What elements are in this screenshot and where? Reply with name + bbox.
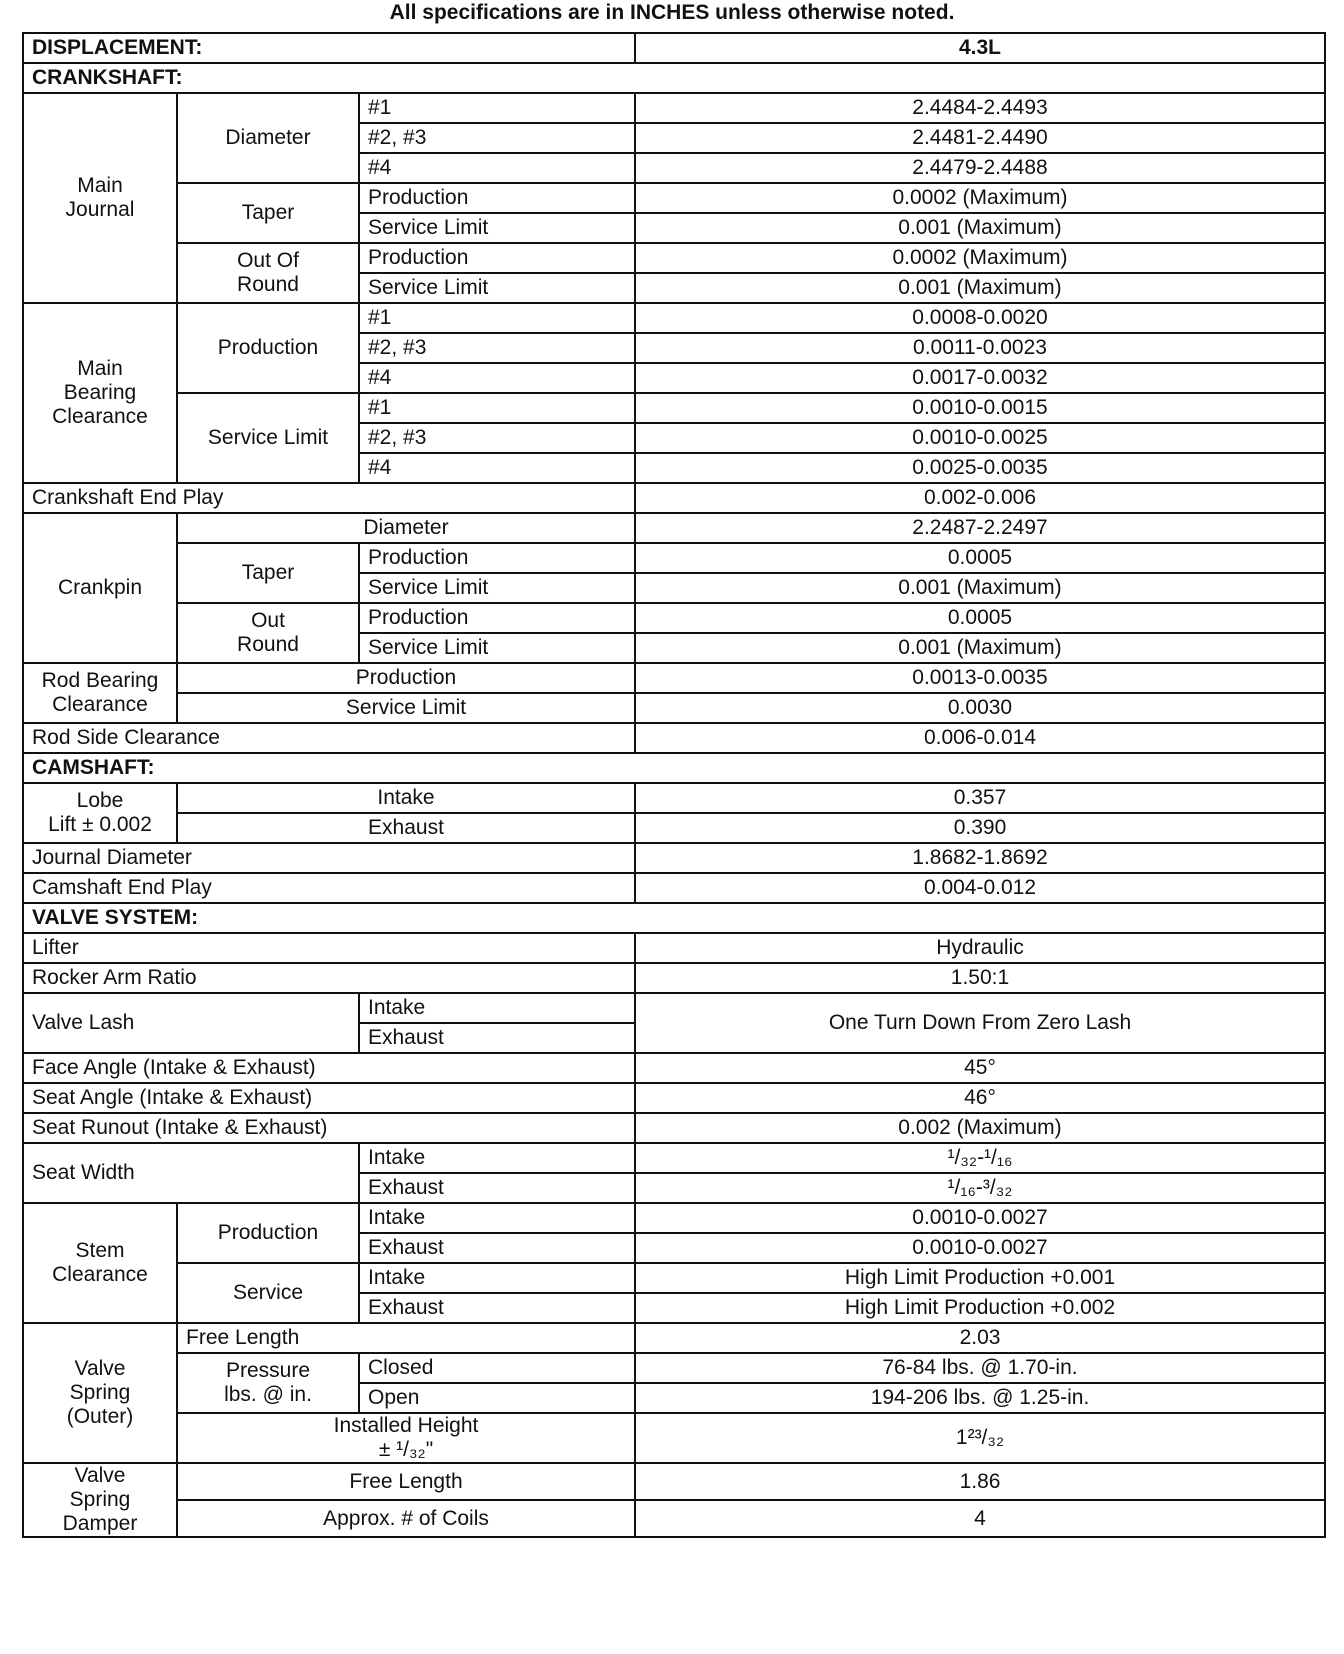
spec-cell: Diameter bbox=[177, 93, 359, 183]
section-header-cell: CAMSHAFT: bbox=[23, 753, 1325, 783]
spec-cell: Approx. # of Coils bbox=[177, 1500, 635, 1537]
spec-cell: 76-84 lbs. @ 1.70-in. bbox=[635, 1353, 1325, 1383]
spec-cell: 0.001 (Maximum) bbox=[635, 573, 1325, 603]
spec-cell: #4 bbox=[359, 453, 635, 483]
spec-cell: Service Limit bbox=[359, 573, 635, 603]
spec-cell: Crankpin bbox=[23, 513, 177, 663]
spec-cell: Exhaust bbox=[359, 1233, 635, 1263]
spec-cell: 1.8682-1.8692 bbox=[635, 843, 1325, 873]
spec-row bbox=[23, 1053, 1325, 1083]
spec-cell: Open bbox=[359, 1383, 635, 1413]
spec-row bbox=[23, 1143, 1325, 1173]
spec-cell: Lifter bbox=[23, 933, 635, 963]
spec-cell: 0.001 (Maximum) bbox=[635, 213, 1325, 243]
spec-cell: Exhaust bbox=[359, 1023, 635, 1053]
spec-row bbox=[23, 183, 1325, 213]
spec-cell: Intake bbox=[359, 993, 635, 1023]
spec-row bbox=[23, 1463, 1325, 1500]
spec-cell: Camshaft End Play bbox=[23, 873, 635, 903]
spec-cell: Exhaust bbox=[359, 1293, 635, 1323]
spec-cell bbox=[177, 1413, 635, 1463]
spec-cell: Crankshaft End Play bbox=[23, 483, 635, 513]
spec-cell: 2.4481-2.4490 bbox=[635, 123, 1325, 153]
spec-cell: Seat Angle (Intake & Exhaust) bbox=[23, 1083, 635, 1113]
section-header-cell: VALVE SYSTEM: bbox=[23, 903, 1325, 933]
spec-cell: 0.0002 (Maximum) bbox=[635, 243, 1325, 273]
spec-cell: 0.004-0.012 bbox=[635, 873, 1325, 903]
spec-row bbox=[23, 1263, 1325, 1293]
section-header-cell: DISPLACEMENT: bbox=[23, 33, 635, 63]
spec-cell: 1.86 bbox=[635, 1463, 1325, 1500]
spec-cell: 0.0011-0.0023 bbox=[635, 333, 1325, 363]
spec-cell: #1 bbox=[359, 93, 635, 123]
spec-row bbox=[23, 93, 1325, 123]
spec-cell bbox=[23, 1463, 177, 1537]
spec-cell: One Turn Down From Zero Lash bbox=[635, 993, 1325, 1053]
spec-cell bbox=[23, 1323, 177, 1463]
cell-line: Clearance bbox=[52, 1263, 148, 1286]
spec-cell bbox=[177, 603, 359, 663]
section-header-cell: CRANKSHAFT: bbox=[23, 63, 1325, 93]
spec-cell: 0.390 bbox=[635, 813, 1325, 843]
spec-cell: #4 bbox=[359, 363, 635, 393]
spec-cell: 2.03 bbox=[635, 1323, 1325, 1353]
spec-row bbox=[23, 303, 1325, 333]
spec-cell: 0.0005 bbox=[635, 603, 1325, 633]
spec-row bbox=[23, 693, 1325, 723]
spec-row bbox=[23, 903, 1325, 933]
spec-cell: 0.002-0.006 bbox=[635, 483, 1325, 513]
spec-cell: Production bbox=[177, 303, 359, 393]
spec-cell: Free Length bbox=[177, 1323, 635, 1353]
spec-cell: Closed bbox=[359, 1353, 635, 1383]
spec-cell: 0.0030 bbox=[635, 693, 1325, 723]
spec-row bbox=[23, 63, 1325, 93]
spec-cell: Production bbox=[359, 543, 635, 573]
spec-cell: Face Angle (Intake & Exhaust) bbox=[23, 1053, 635, 1083]
spec-cell: 1²³/₃₂ bbox=[635, 1413, 1325, 1463]
spec-row bbox=[23, 483, 1325, 513]
spec-row bbox=[23, 243, 1325, 273]
spec-row bbox=[23, 813, 1325, 843]
spec-cell: 0.357 bbox=[635, 783, 1325, 813]
spec-row bbox=[23, 1083, 1325, 1113]
spec-cell: Production bbox=[359, 603, 635, 633]
spec-cell bbox=[23, 93, 177, 303]
spec-row bbox=[23, 663, 1325, 693]
spec-cell: Intake bbox=[359, 1143, 635, 1173]
cell-line: Rod Bearing bbox=[41, 669, 159, 692]
spec-cell: 1.50:1 bbox=[635, 963, 1325, 993]
spec-row bbox=[23, 1500, 1325, 1537]
spec-cell: Production bbox=[177, 663, 635, 693]
spec-cell: Taper bbox=[177, 543, 359, 603]
section-header-cell: 4.3L bbox=[635, 33, 1325, 63]
spec-cell: Hydraulic bbox=[635, 933, 1325, 963]
spec-cell: 2.2487-2.2497 bbox=[635, 513, 1325, 543]
spec-cell: 0.002 (Maximum) bbox=[635, 1113, 1325, 1143]
spec-cell: Exhaust bbox=[359, 1173, 635, 1203]
spec-cell: #1 bbox=[359, 303, 635, 333]
spec-cell: Service Limit bbox=[359, 273, 635, 303]
spec-cell: 4 bbox=[635, 1500, 1325, 1537]
spec-cell: High Limit Production +0.001 bbox=[635, 1263, 1325, 1293]
cell-line: Round bbox=[237, 633, 299, 656]
spec-cell: 0.001 (Maximum) bbox=[635, 273, 1325, 303]
spec-cell: Seat Width bbox=[23, 1143, 359, 1203]
spec-cell: 0.0010-0.0027 bbox=[635, 1203, 1325, 1233]
spec-cell: Journal Diameter bbox=[23, 843, 635, 873]
spec-cell bbox=[23, 303, 177, 483]
cell-line: (Outer) bbox=[66, 1405, 134, 1428]
spec-cell: 46° bbox=[635, 1083, 1325, 1113]
spec-row bbox=[23, 1113, 1325, 1143]
cell-line: Spring bbox=[69, 1381, 131, 1404]
spec-cell: Rod Side Clearance bbox=[23, 723, 635, 753]
cell-line: Lift ± 0.002 bbox=[48, 813, 152, 836]
cell-line: Clearance bbox=[52, 405, 148, 428]
cell-line: Bearing bbox=[63, 381, 137, 404]
spec-cell: Production bbox=[359, 243, 635, 273]
spec-cell: 0.0017-0.0032 bbox=[635, 363, 1325, 393]
spec-table-body bbox=[23, 33, 1325, 1537]
cell-line: Damper bbox=[62, 1512, 138, 1535]
spec-cell: 0.0013-0.0035 bbox=[635, 663, 1325, 693]
spec-cell: 0.001 (Maximum) bbox=[635, 633, 1325, 663]
cell-line: Clearance bbox=[52, 693, 148, 716]
spec-row bbox=[23, 603, 1325, 633]
spec-cell: ¹/₁₆-³/₃₂ bbox=[635, 1173, 1325, 1203]
spec-cell: 194-206 lbs. @ 1.25-in. bbox=[635, 1383, 1325, 1413]
spec-row bbox=[23, 543, 1325, 573]
spec-cell: #2, #3 bbox=[359, 333, 635, 363]
spec-cell: 2.4484-2.4493 bbox=[635, 93, 1325, 123]
spec-cell: 0.006-0.014 bbox=[635, 723, 1325, 753]
spec-row bbox=[23, 933, 1325, 963]
cell-line: Spring bbox=[69, 1488, 131, 1511]
spec-cell: #2, #3 bbox=[359, 423, 635, 453]
spec-cell bbox=[23, 1203, 177, 1323]
spec-row bbox=[23, 393, 1325, 423]
cell-line: Journal bbox=[65, 198, 135, 221]
spec-cell: High Limit Production +0.002 bbox=[635, 1293, 1325, 1323]
spec-cell bbox=[177, 243, 359, 303]
cell-line: Main bbox=[77, 357, 123, 380]
cell-line: Installed Height bbox=[333, 1414, 479, 1437]
spec-row bbox=[23, 963, 1325, 993]
spec-cell: 0.0005 bbox=[635, 543, 1325, 573]
spec-cell: #4 bbox=[359, 153, 635, 183]
spec-row bbox=[23, 993, 1325, 1023]
spec-cell: Production bbox=[359, 183, 635, 213]
spec-cell: Service bbox=[177, 1263, 359, 1323]
spec-cell: Intake bbox=[359, 1203, 635, 1233]
spec-cell: Diameter bbox=[177, 513, 635, 543]
spec-row bbox=[23, 1353, 1325, 1383]
spec-cell: Valve Lash bbox=[23, 993, 359, 1053]
spec-cell: 0.0010-0.0015 bbox=[635, 393, 1325, 423]
spec-row bbox=[23, 1203, 1325, 1233]
spec-cell: Service Limit bbox=[359, 633, 635, 663]
spec-row bbox=[23, 723, 1325, 753]
spec-cell: Rocker Arm Ratio bbox=[23, 963, 635, 993]
cell-line: Stem bbox=[75, 1239, 125, 1262]
cell-line: Lobe bbox=[76, 789, 124, 812]
spec-cell: Intake bbox=[359, 1263, 635, 1293]
cell-line: Main bbox=[77, 174, 123, 197]
spec-cell: ¹/₃₂-¹/₁₆ bbox=[635, 1143, 1325, 1173]
spec-row bbox=[23, 783, 1325, 813]
spec-cell: 0.0025-0.0035 bbox=[635, 453, 1325, 483]
spec-cell: 0.0010-0.0027 bbox=[635, 1233, 1325, 1263]
spec-cell: 0.0002 (Maximum) bbox=[635, 183, 1325, 213]
spec-note: All specifications are in INCHES unless otherwise noted. bbox=[389, 1, 955, 24]
cell-line: Valve bbox=[74, 1464, 126, 1487]
spec-row bbox=[23, 753, 1325, 783]
cell-line: Round bbox=[237, 273, 299, 296]
spec-cell: Production bbox=[177, 1203, 359, 1263]
spec-row bbox=[23, 1413, 1325, 1463]
engine-spec-table bbox=[22, 32, 1326, 1538]
spec-cell: #2, #3 bbox=[359, 123, 635, 153]
spec-row bbox=[23, 33, 1325, 63]
spec-cell: 0.0008-0.0020 bbox=[635, 303, 1325, 333]
spec-cell bbox=[23, 783, 177, 843]
spec-cell: 2.4479-2.4488 bbox=[635, 153, 1325, 183]
cell-line: Out Of bbox=[237, 249, 299, 272]
spec-cell: Intake bbox=[177, 783, 635, 813]
spec-cell bbox=[177, 1353, 359, 1413]
spec-row bbox=[23, 513, 1325, 543]
spec-cell: Exhaust bbox=[177, 813, 635, 843]
spec-cell: Service Limit bbox=[177, 693, 635, 723]
cell-line: ± ¹/₃₂" bbox=[378, 1438, 434, 1461]
spec-row bbox=[23, 873, 1325, 903]
spec-cell: Taper bbox=[177, 183, 359, 243]
spec-row bbox=[23, 843, 1325, 873]
spec-cell: 45° bbox=[635, 1053, 1325, 1083]
spec-row bbox=[23, 1323, 1325, 1353]
spec-cell bbox=[23, 663, 177, 723]
spec-cell: Seat Runout (Intake & Exhaust) bbox=[23, 1113, 635, 1143]
spec-cell: Service Limit bbox=[177, 393, 359, 483]
cell-line: Out bbox=[251, 609, 285, 632]
cell-line: lbs. @ in. bbox=[224, 1383, 312, 1406]
spec-cell: Service Limit bbox=[359, 213, 635, 243]
cell-line: Pressure bbox=[225, 1359, 311, 1382]
spec-cell: 0.0010-0.0025 bbox=[635, 423, 1325, 453]
spec-cell: Free Length bbox=[177, 1463, 635, 1500]
spec-cell: #1 bbox=[359, 393, 635, 423]
cell-line: Valve bbox=[74, 1357, 126, 1380]
